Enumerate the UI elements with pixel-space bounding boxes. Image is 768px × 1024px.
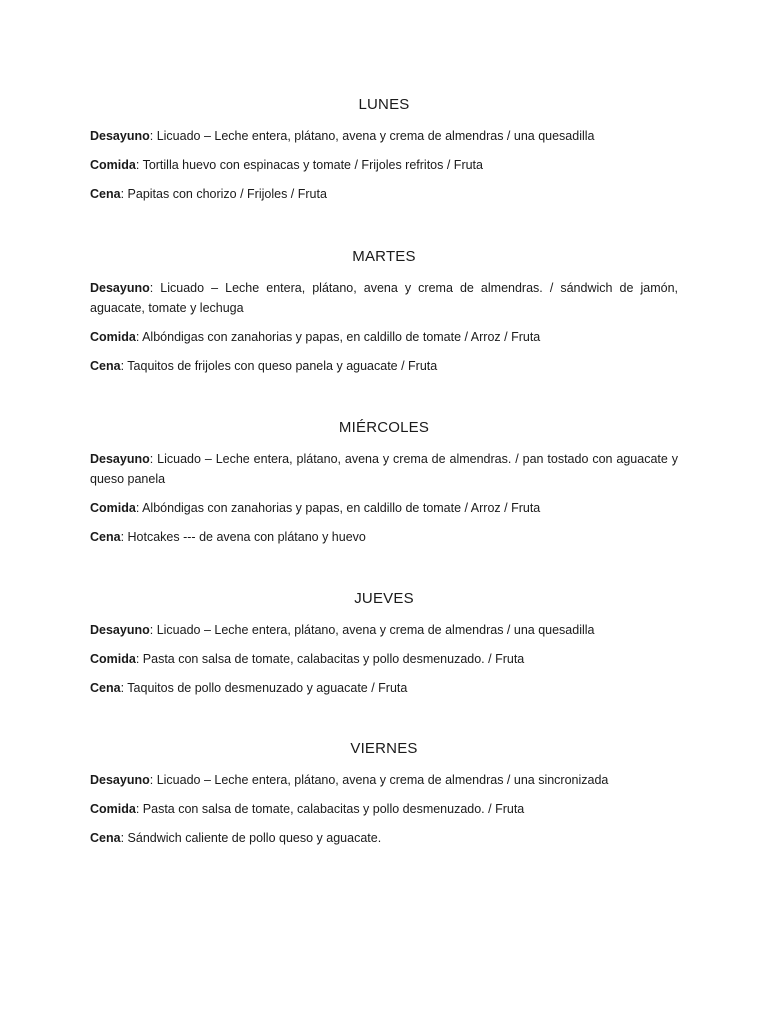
meal-breakfast — [90, 771, 678, 791]
meal-text: : Albóndigas con zanahorias y papas, en caldillo de tomate / Arroz / Fruta — [135, 500, 541, 515]
meal-text: : Tortilla huevo con espinacas y tomate / Frijoles refritos / Fruta — [135, 158, 483, 172]
meal-dinner — [90, 185, 678, 205]
day-section-viernes — [90, 739, 678, 849]
day-section-miercoles — [90, 418, 678, 547]
meal-text: : Licuado – Leche entera, plátano, avena y crema de almendras / una sincronizada — [149, 773, 609, 787]
meal-text: : Albóndigas con zanahorias y papas, en caldillo de tomate / Arroz / Fruta — [135, 329, 541, 344]
day-title: MIÉRCOLES — [338, 419, 430, 436]
meal-lunch — [90, 800, 678, 820]
meal-text: : Pasta con salsa de tomate, calabacitas y pollo desmenuzado. / Fruta — [135, 802, 525, 816]
meal-text: : Licuado – Leche entera, plátano, avena y crema de almendras / una quesadilla — [149, 129, 595, 143]
meal-label: Comida — [90, 329, 136, 344]
day-title: LUNES — [358, 96, 410, 113]
meal-label: Desayuno — [90, 281, 150, 295]
meal-text: : Licuado – Leche entera, plátano, avena y crema de almendras. / sándwich de jamón, aguacate, tomate y lechuga — [90, 281, 678, 315]
day-section-lunes — [90, 95, 678, 205]
meal-label: Cena — [90, 187, 121, 201]
meal-text: : Taquitos de pollo desmenuzado y aguacate / Fruta — [120, 681, 408, 695]
meal-text: : Hotcakes --- de avena con plátano y huevo — [120, 529, 366, 544]
meal-text: : Licuado – Leche entera, plátano, avena y crema de almendras / una quesadilla — [149, 623, 595, 637]
meal-label: Comida — [90, 652, 136, 666]
meal-lunch — [90, 156, 678, 176]
meal-label: Cena — [90, 358, 121, 373]
meal-text: : Taquitos de frijoles con queso panela y aguacate / Fruta — [120, 358, 438, 373]
meal-label: Desayuno — [90, 452, 150, 466]
meal-breakfast — [90, 127, 678, 147]
meal-dinner — [90, 829, 678, 849]
meal-lunch — [90, 328, 678, 348]
meal-label: Comida — [90, 802, 136, 816]
meal-breakfast — [90, 279, 678, 318]
meal-dinner — [90, 528, 678, 548]
meal-lunch — [90, 499, 678, 519]
meal-label: Desayuno — [90, 129, 150, 143]
meal-text: : Sándwich caliente de pollo queso y aguacate. — [120, 831, 382, 845]
day-title: JUEVES — [354, 590, 414, 607]
meal-label: Desayuno — [90, 773, 150, 787]
meal-label: Cena — [90, 529, 121, 544]
meal-lunch — [90, 650, 678, 670]
meal-label: Comida — [90, 500, 136, 515]
meal-dinner — [90, 357, 678, 377]
meal-label: Desayuno — [90, 623, 150, 637]
meal-label: Cena — [90, 831, 121, 845]
meal-text: : Pasta con salsa de tomate, calabacitas y pollo desmenuzado. / Fruta — [135, 652, 525, 666]
meal-label: Cena — [90, 681, 121, 695]
day-title: VIERNES — [350, 740, 418, 757]
day-title: MARTES — [352, 248, 416, 265]
meal-label: Comida — [90, 158, 136, 172]
meal-text: : Licuado – Leche entera, plátano, avena y crema de almendras. / pan tostado con aguacate y queso panela — [90, 452, 678, 486]
day-section-jueves — [90, 589, 678, 699]
meal-dinner — [90, 679, 678, 699]
meal-breakfast — [90, 450, 678, 489]
meal-breakfast — [90, 621, 678, 641]
meal-text: : Papitas con chorizo / Frijoles / Fruta — [120, 187, 327, 201]
day-section-martes — [90, 247, 678, 376]
